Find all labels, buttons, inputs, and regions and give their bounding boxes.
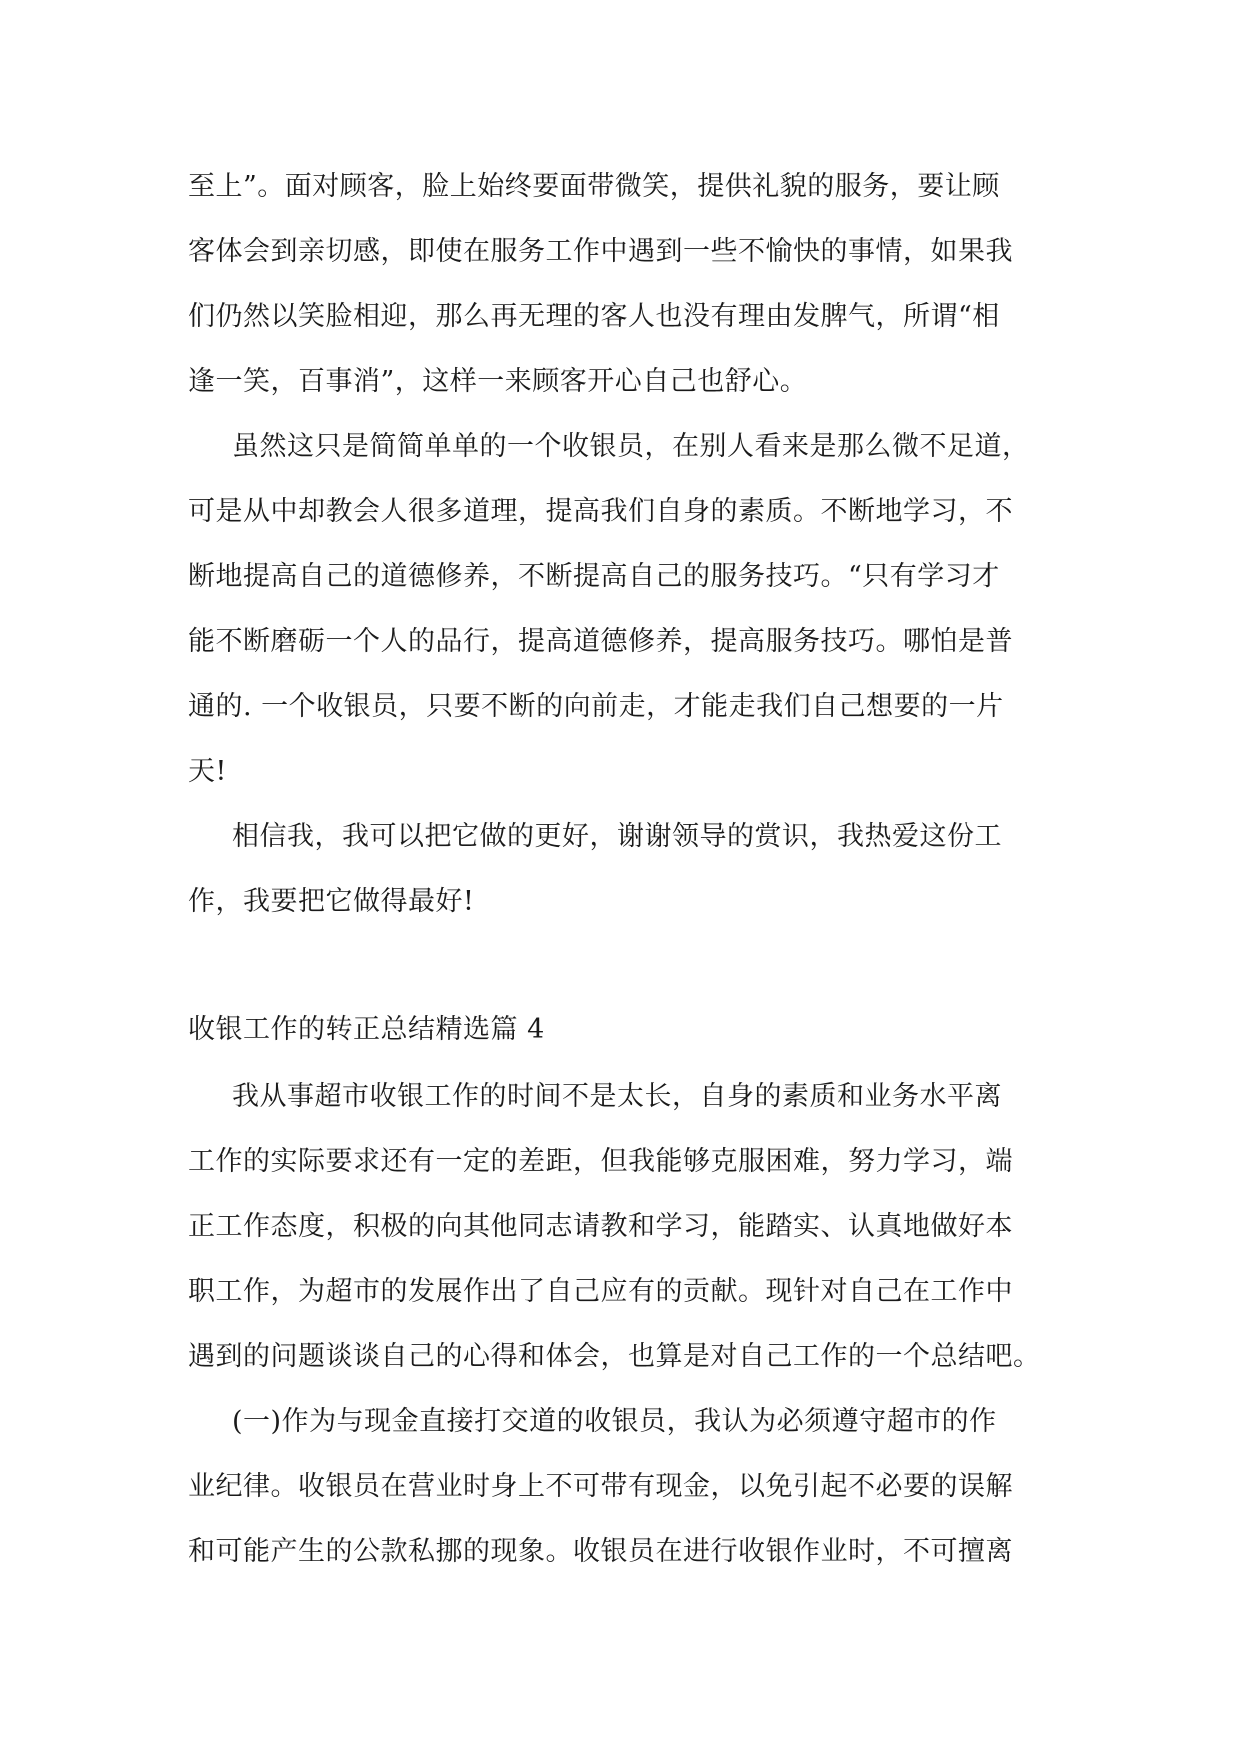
paragraph-line: 通的. 一个收银员，只要不断的向前走，才能走我们自己想要的一片 xyxy=(188,691,1004,722)
paragraph-line: 遇到的问题谈谈自己的心得和体会，也算是对自己工作的一个总结吧。 xyxy=(188,1341,1041,1372)
paragraph-line: 们仍然以笑脸相迎，那么再无理的客人也没有理由发脾气，所谓“相 xyxy=(188,301,1000,332)
paragraph-line: 相信我，我可以把它做的更好，谢谢领导的赏识，我热爱这份工 xyxy=(232,821,1002,852)
paragraph-line: 天! xyxy=(188,756,227,787)
paragraph-line: (一)作为与现金直接打交道的收银员，我认为必须遵守超市的作 xyxy=(232,1406,997,1437)
paragraph-line: 和可能产生的公款私挪的现象。收银员在进行收银作业时，不可擅离 xyxy=(188,1536,1013,1567)
paragraph-line: 工作的实际要求还有一定的差距，但我能够克服困难，努力学习，端 xyxy=(188,1146,1013,1177)
paragraph-line: 逢一笑，百事消”，这样一来顾客开心自己也舒心。 xyxy=(188,366,808,397)
paragraph-line: 正工作态度，积极的向其他同志请教和学习，能踏实、认真地做好本 xyxy=(188,1211,1013,1242)
paragraph-line: 断地提高自己的道德修养，不断提高自己的服务技巧。“只有学习才 xyxy=(188,561,1000,592)
paragraph-line: 能不断磨砺一个人的品行，提高道德修养，提高服务技巧。哪怕是普 xyxy=(188,626,1013,657)
paragraph-line: 虽然这只是简简单单的一个收银员，在别人看来是那么微不足道， xyxy=(232,431,1030,462)
paragraph-line: 业纪律。收银员在营业时身上不可带有现金，以免引起不必要的误解 xyxy=(188,1471,1013,1502)
paragraph-1 xyxy=(188,154,1058,414)
paragraph-line: 职工作，为超市的发展作出了自己应有的贡献。现针对自己在工作中 xyxy=(188,1276,1013,1307)
section-heading-text: 收银工作的转正总结精选篇 4 xyxy=(188,1014,545,1045)
paragraph-line: 作，我要把它做得最好! xyxy=(188,886,475,917)
paragraph-line: 可是从中却教会人很多道理，提高我们自身的素质。不断地学习，不 xyxy=(188,496,1013,527)
paragraph-2 xyxy=(188,414,1058,804)
paragraph-line: 我从事超市收银工作的时间不是太长，自身的素质和业务水平离 xyxy=(232,1081,1002,1112)
paragraph-line: 客体会到亲切感，即使在服务工作中遇到一些不愉快的事情，如果我 xyxy=(188,236,1013,267)
paragraph-3 xyxy=(188,804,1058,934)
section-heading xyxy=(188,997,1058,1062)
paragraph-5 xyxy=(188,1389,1058,1584)
paragraph-line: 至上”。面对顾客，脸上始终要面带微笑，提供礼貌的服务，要让顾 xyxy=(188,171,1000,202)
paragraph-4 xyxy=(188,1064,1058,1389)
